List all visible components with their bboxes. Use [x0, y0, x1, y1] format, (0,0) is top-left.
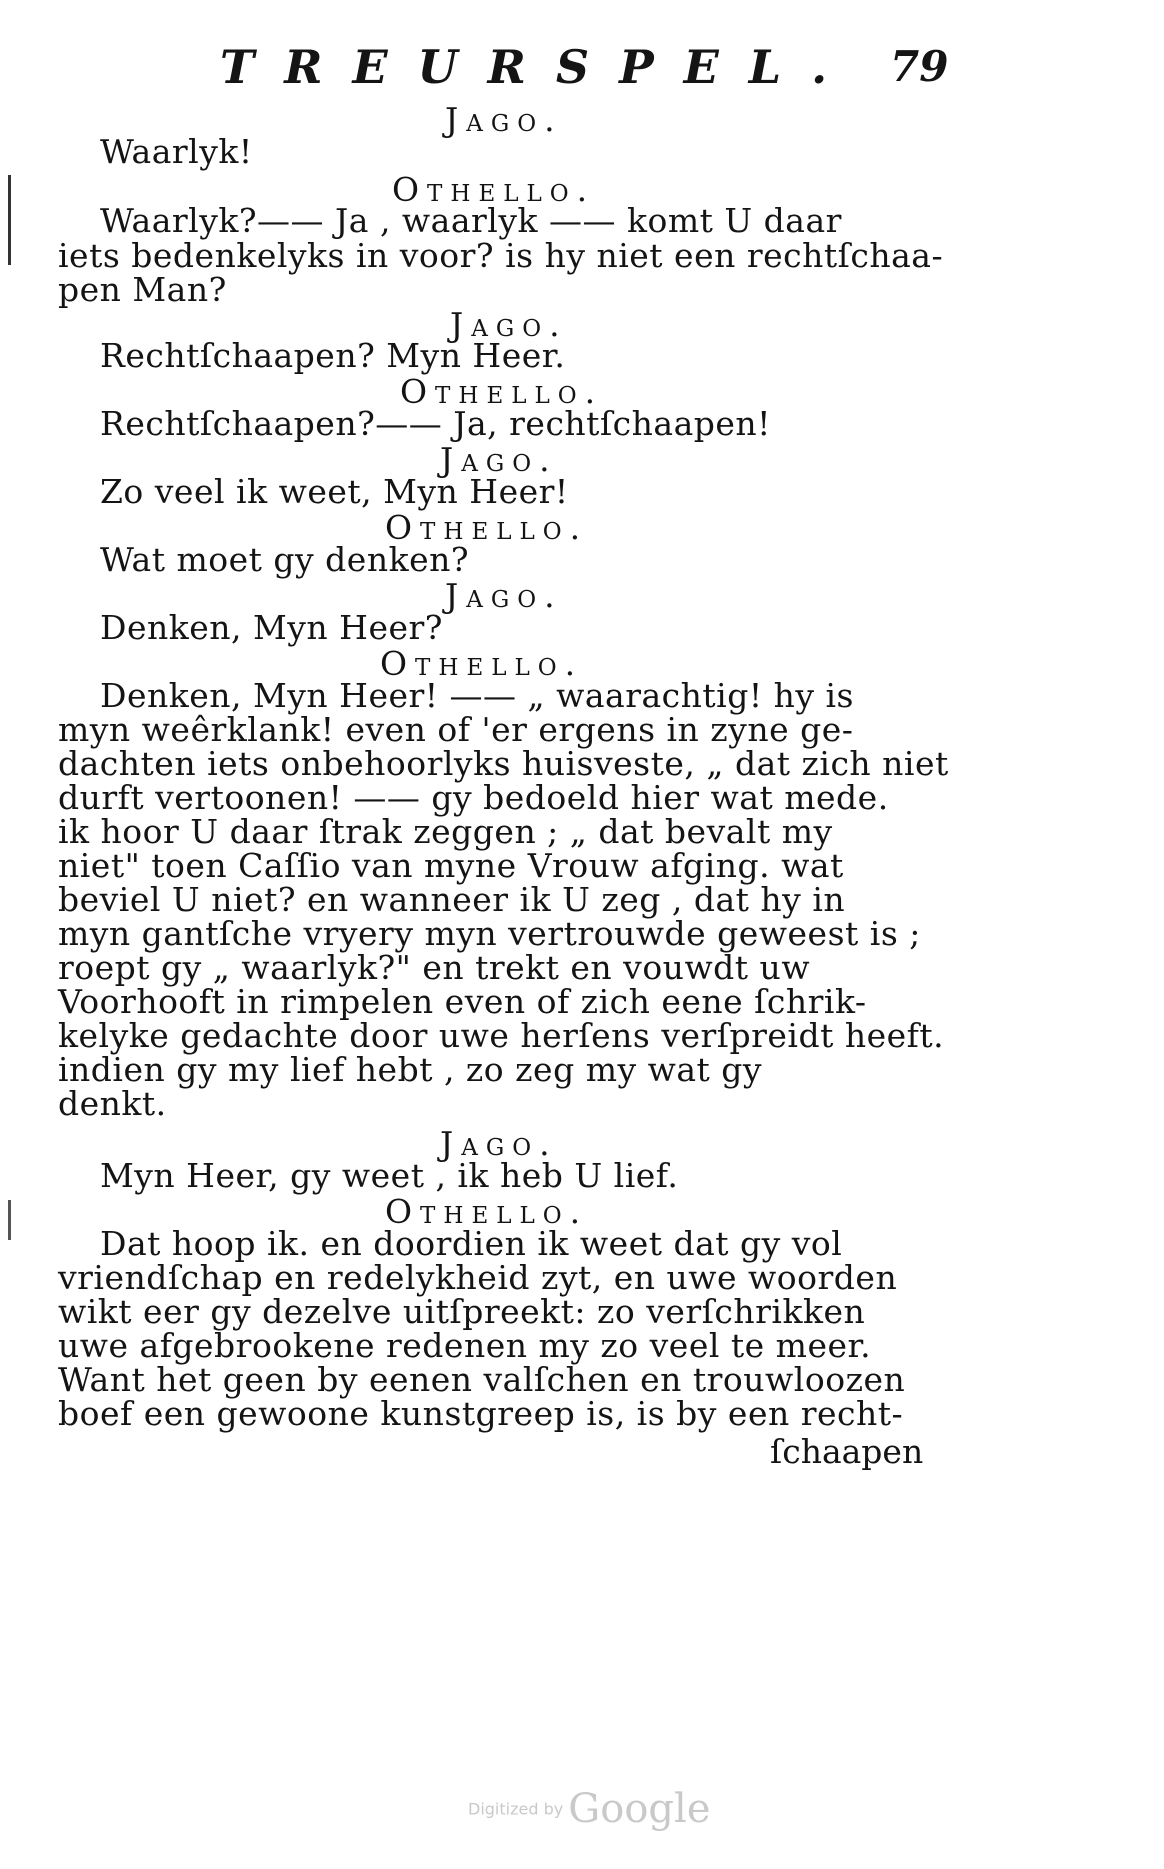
text-line: durft vertoonen! —— gy bedoeld hier wat mede. — [58, 778, 889, 817]
text-line: roept gy „ waarlyk?" en trekt en vouwdt uw — [58, 948, 811, 987]
speaker-name: Othello. — [392, 170, 596, 209]
text-line: wikt eer gy dezelve uitſpreekt: zo verſchrikken — [58, 1292, 866, 1331]
text-line: iets bedenkelyks in voor? is hy niet een rechtſchaa- — [58, 236, 944, 275]
watermark-brand: Google — [568, 1786, 711, 1832]
speaker-name: Jago. — [445, 576, 563, 615]
speaker-name: Othello. — [385, 508, 589, 547]
watermark-prefix: Digitized by — [468, 1799, 564, 1819]
text-line: Waarlyk?—— Ja , waarlyk —— komt U daar — [100, 201, 842, 240]
speaker-name: Othello. — [385, 1192, 589, 1231]
speaker-name: Jago. — [440, 440, 558, 479]
text-line: Myn Heer, gy weet , ik heb U lief. — [100, 1156, 679, 1195]
text-line: uwe afgebrookene redenen my zo veel te meer. — [58, 1326, 872, 1365]
text-line: denkt. — [58, 1084, 167, 1123]
text-line: beviel U niet? en wanneer ik U zeg , dat hy in — [58, 880, 846, 919]
text-line: myn weêrklank! even of 'er ergens in zyne ge- — [58, 710, 854, 749]
speaker-name: Jago. — [440, 1124, 558, 1163]
text-line: Zo veel ik weet, Myn Heer! — [100, 472, 569, 511]
speaker-name: Othello. — [380, 644, 584, 683]
text-line: Rechtſchaapen?—— Ja, rechtſchaapen! — [100, 404, 771, 443]
page-header — [220, 40, 949, 100]
speaker-name: Jago. — [445, 100, 563, 139]
text-line: Voorhooft in rimpelen even of zich eene ſchrik- — [58, 982, 867, 1021]
margin-mark — [8, 1200, 11, 1240]
text-line: Want het geen by eenen valſchen en trouwloozen — [58, 1360, 906, 1399]
page-number: 79 — [890, 42, 949, 91]
text-line: Wat moet gy denken? — [100, 540, 470, 579]
text-line: Dat hoop ik. en doordien ik weet dat gy vol — [100, 1224, 843, 1263]
text-line: indien gy my lief hebt , zo zeg my wat gy — [58, 1050, 763, 1089]
text-line: Denken, Myn Heer! —— „ waarachtig! hy is — [100, 676, 854, 715]
text-line: Waarlyk! — [100, 132, 253, 171]
speaker-name: Othello. — [400, 372, 604, 411]
speaker-name: Jago. — [450, 305, 568, 344]
digitization-watermark — [468, 1786, 710, 1832]
text-line: dachten iets onbehoorlyks huisveste, „ dat zich niet — [58, 744, 949, 783]
catchword: ſchaapen — [770, 1432, 924, 1471]
margin-mark — [8, 175, 11, 265]
text-line: niet" toen Caſſio van myne Vrouw afging. wat — [58, 846, 844, 885]
text-line: Rechtſchaapen? Myn Heer. — [100, 336, 566, 375]
text-line: kelyke gedachte door uwe herſens verſpreidt heeft. — [58, 1016, 945, 1055]
text-line: boef een gewoone kunstgreep is, is by een recht- — [58, 1394, 904, 1433]
text-line: vriendſchap en redelykheid zyt, en uwe woorden — [58, 1258, 898, 1297]
text-line: Denken, Myn Heer? — [100, 608, 443, 647]
text-line: ik hoor U daar ſtrak zeggen ; „ dat bevalt my — [58, 812, 833, 851]
text-line: myn gantſche vryery myn vertrouwde geweest is ; — [58, 914, 921, 953]
running-title: TREURSPEL. — [220, 40, 858, 94]
text-line: pen Man? — [58, 270, 227, 309]
